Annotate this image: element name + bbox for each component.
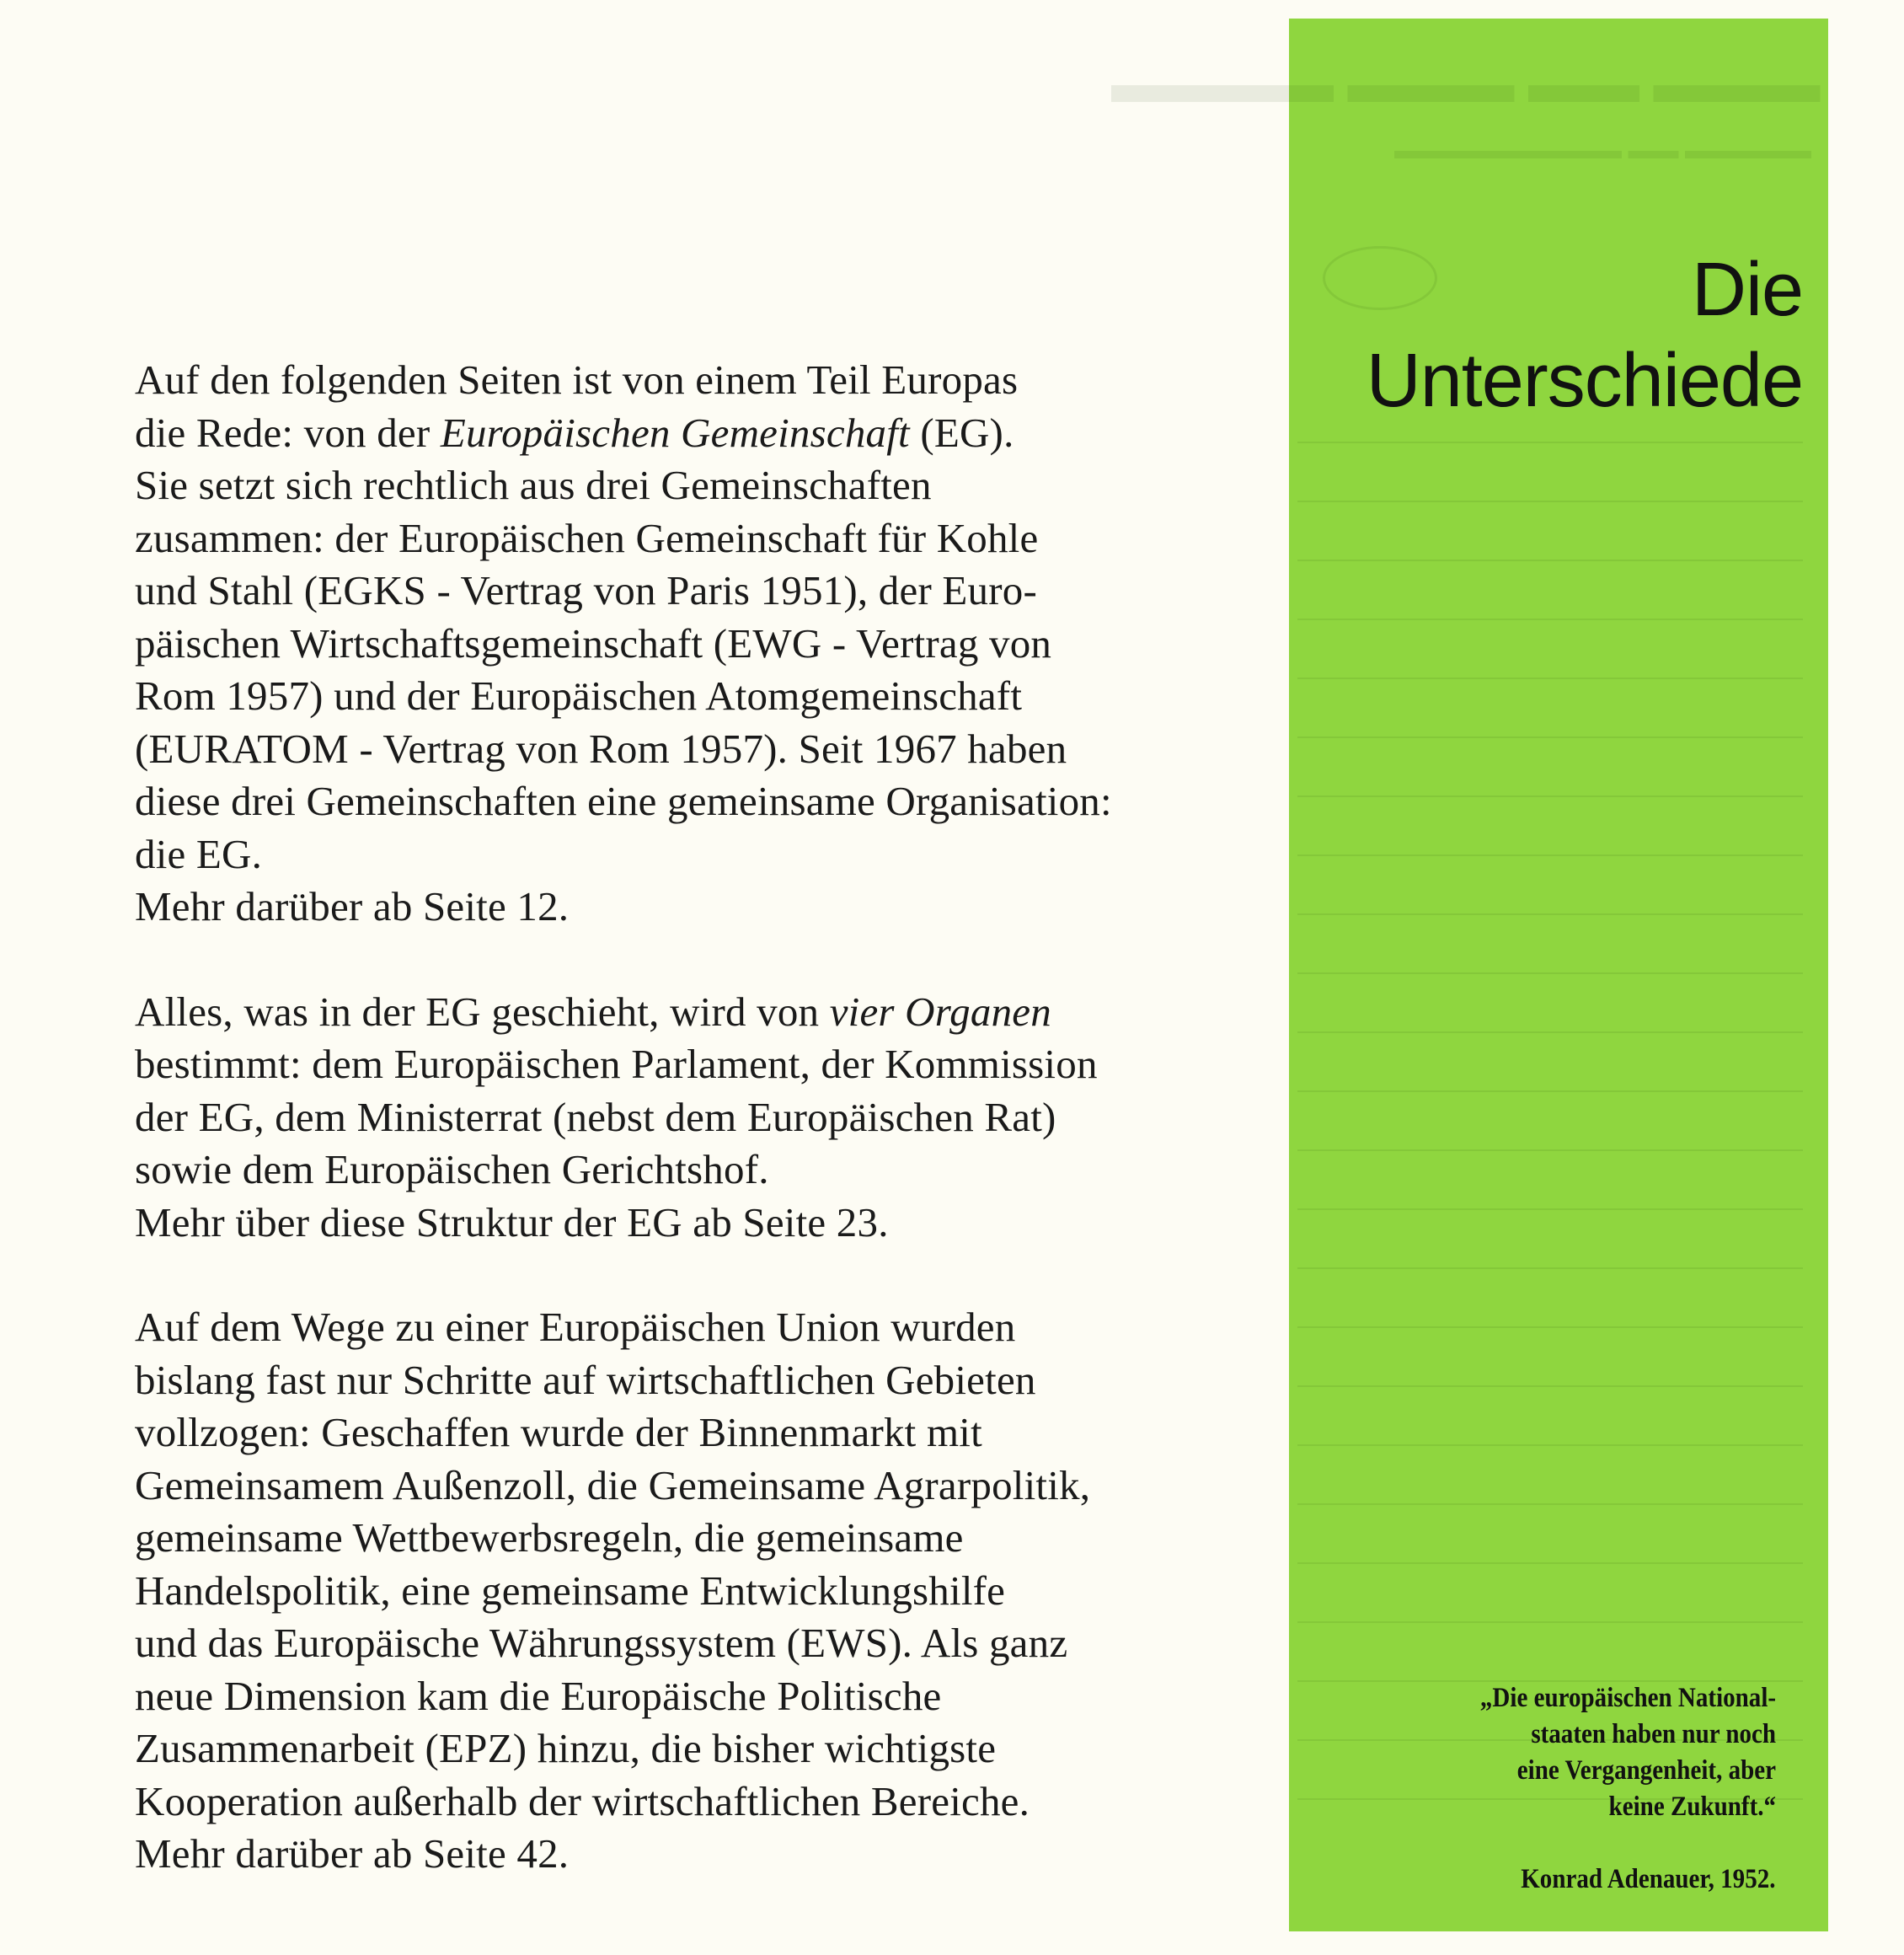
text-line: die Rede: von der Europäischen Gemeinschaft (EG). — [135, 409, 1014, 456]
text-line: bislang fast nur Schritte auf wirtschaftlichen Gebieten — [135, 1356, 1036, 1403]
text-line: und das Europäische Währungssystem (EWS). Als ganz — [135, 1620, 1068, 1666]
section-title-line-2: Unterschiede — [1366, 339, 1803, 423]
quote-line: „Die europäischen National- — [1479, 1683, 1776, 1713]
quote-line: eine Vergangenheit, aber — [1516, 1755, 1776, 1786]
main-body-text — [135, 354, 1272, 1933]
adenauer-quote — [1480, 1680, 1776, 1825]
section-title-line-1: Die — [1691, 248, 1803, 332]
text-line: diese drei Gemeinschaften eine gemeinsame Organisation: — [135, 778, 1112, 824]
italic-term: vier Organen — [829, 988, 1051, 1035]
paragraph-3 — [135, 1301, 1272, 1881]
text-line: sowie dem Europäischen Gerichtshof. — [135, 1146, 769, 1192]
text-line: Rom 1957) und der Europäischen Atomgemeinschaft — [135, 672, 1023, 719]
quote-line: keine Zukunft.“ — [1608, 1792, 1776, 1822]
text-line: Handelspolitik, eine gemeinsame Entwicklungshilfe — [135, 1567, 1006, 1614]
page-reference: Mehr darüber ab Seite 12. — [135, 883, 570, 929]
text-line: gemeinsame Wettbewerbsregeln, die gemeinsame — [135, 1514, 964, 1561]
ghost-rows-decoration — [1297, 423, 1803, 1839]
text-line: der EG, dem Ministerrat (nebst dem Europäischen Rat) — [135, 1093, 1056, 1140]
text-line: Kooperation außerhalb der wirtschaftlichen Bereiche. — [135, 1777, 1030, 1824]
text-line: die EG. — [135, 830, 263, 877]
text-line: (EURATOM - Vertrag von Rom 1957). Seit 1967 haben — [135, 725, 1067, 772]
paragraph-2 — [135, 986, 1272, 1250]
text-line: Auf den folgenden Seiten ist von einem Teil Europas — [135, 356, 1019, 403]
ghost-subtitle-decoration: ▬▬▬▬▬ ▬▬ ▬▬▬▬▬▬▬▬▬ — [1394, 137, 1811, 164]
text-line: Auf dem Wege zu einer Europäischen Union wurden — [135, 1304, 1016, 1350]
quote-attribution: Konrad Adenauer, 1952. — [1521, 1864, 1776, 1894]
text-line: Sie setzt sich rechtlich aus drei Gemeinschaften — [135, 462, 932, 508]
text-line: Zusammenarbeit (EPZ) hinzu, die bisher wichtigste — [135, 1725, 997, 1771]
paragraph-1 — [135, 354, 1272, 934]
italic-term: Europäischen Gemeinschaft — [440, 409, 910, 456]
text-line: päischen Wirtschaftsgemeinschaft (EWG - Vertrag von — [135, 619, 1052, 667]
page-reference: Mehr über diese Struktur der EG ab Seite 23. — [135, 1198, 889, 1245]
text-line: und Stahl (EGKS - Vertrag von Paris 1951), der Euro- — [135, 567, 1037, 613]
text-line: vollzogen: Geschaffen wurde der Binnenmarkt mit — [135, 1409, 982, 1455]
section-title — [1366, 244, 1803, 426]
quote-line: staaten haben nur noch — [1531, 1719, 1776, 1749]
text-line: Alles, was in der EG geschieht, wird von vier Organen — [135, 988, 1051, 1035]
green-sidebar — [1110, 19, 1828, 1931]
text-line: bestimmt: dem Europäischen Parlament, der Kommission — [135, 1041, 1098, 1087]
text-line: zusammen: der Europäischen Gemeinschaft für Kohle — [135, 514, 1039, 561]
text-line: Gemeinsamem Außenzoll, die Gemeinsame Agrarpolitik, — [135, 1461, 1091, 1508]
text-line: neue Dimension kam die Europäische Politische — [135, 1672, 942, 1719]
page-reference: Mehr darüber ab Seite 42. — [135, 1830, 570, 1877]
ghost-title-decoration: ▬▬▬ ▬▬ ▬▬▬ ▬▬▬▬ — [1110, 53, 1820, 115]
